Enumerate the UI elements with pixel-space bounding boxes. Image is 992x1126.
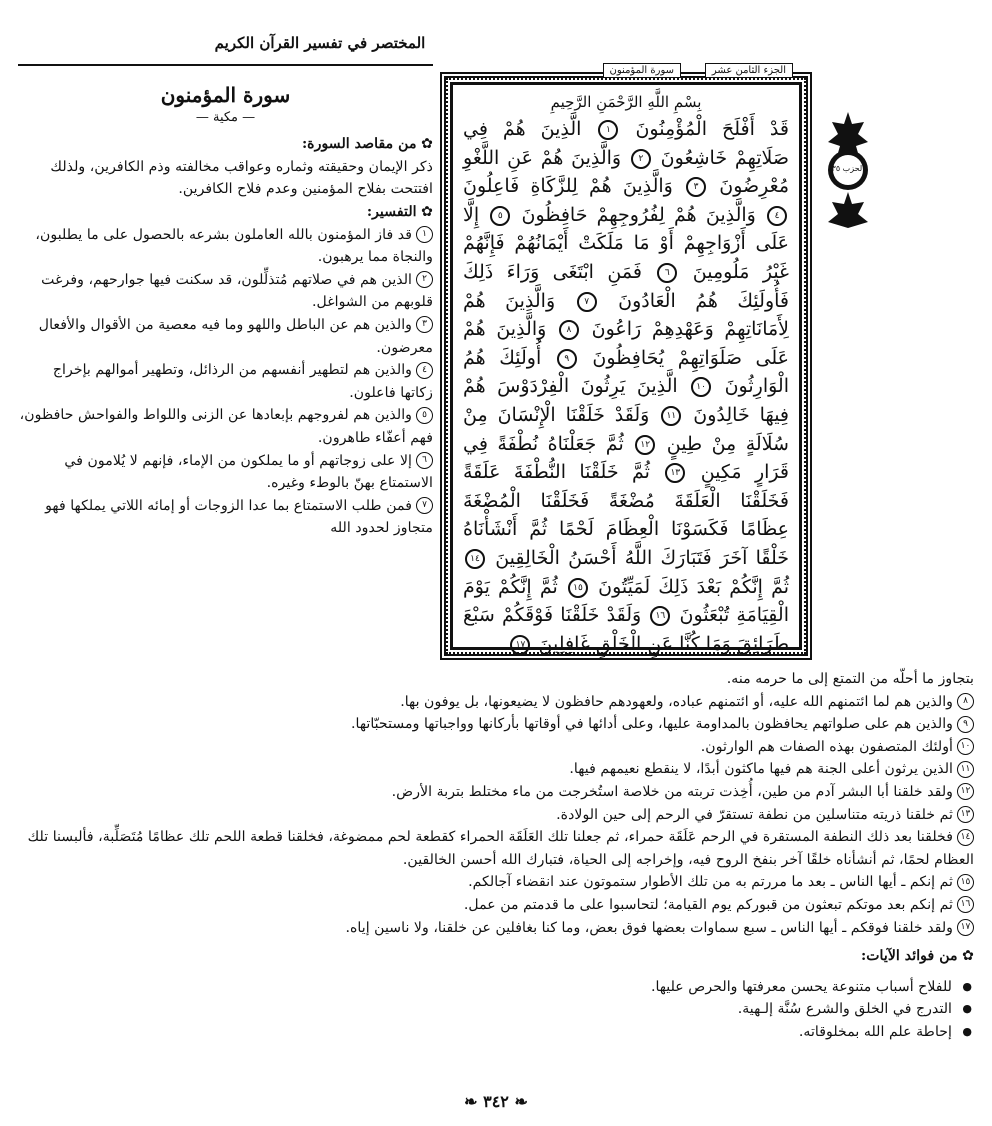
- header-divider: [18, 64, 433, 66]
- verse-number-marker: ١٣: [665, 463, 685, 483]
- verse-number-marker: ٢: [416, 271, 433, 288]
- tafsir-item: [18, 269, 433, 314]
- verse-number-marker: ٥: [416, 407, 433, 424]
- verse-number-marker: ٧: [416, 497, 433, 514]
- tafsir-item: [18, 871, 974, 894]
- verse-text: ثُمَّ إِنَّكُمْ يَوْمَ الْقِيَامَةِ تُبْعَثُونَ: [463, 575, 789, 627]
- objectives-text: ذكر الإيمان وحقيقته وثماره وعواقب مخالفته وذم الكافرين، ولذلك افتتحت بفلاح المؤمنين وعدم فلاح الكافرين.: [50, 158, 433, 198]
- verse-number-marker: ١٦: [650, 606, 670, 626]
- flower-bullet-icon: ✿: [957, 948, 974, 965]
- verse-number-marker: ١٥: [568, 578, 588, 598]
- surah-title: سورة المؤمنون: [160, 83, 291, 107]
- verse-number-marker: ١٢: [957, 783, 974, 800]
- tafsir-item-text: فخلقنا بعد ذلك النطفة المستقرة في الرحم عَلَقَة حمراء، ثم جعلنا تلك العَلَقَة الحمراء كقطعة لحم ممضوغة، فخلقنا قطعة اللحم تلك عظامًا مُتَصَلِّبة، فألبسنا تلك العظام لحمًا، ثم أنشأناه خلقًا آخر بنفخ الروح فيه، وإخراجه إلى الحياة، فتبارك الله أحسن الخالقين.: [27, 829, 974, 868]
- verse-number-marker: ٤: [767, 206, 787, 226]
- tafsir-item-text: والذين هم لفروجهم بإبعادها عن الزنى واللواط والفواحش حافظون، فهم أعفّاء طاهرون.: [19, 407, 433, 446]
- benefits-list: [18, 976, 974, 1044]
- tafsir-item-text: والذين هم عن الباطل واللهو وما فيه معصية من الأقوال والأفعال معرضون.: [38, 316, 433, 356]
- verse-number-marker: ٢: [631, 149, 651, 169]
- tafsir-item: [18, 804, 974, 827]
- tafsir-bottom: [18, 668, 974, 1044]
- tafsir-item-text: إلا على زوجاتهم أو ما يملكون من الإماء، فإنهم لا يُلامون في الاستمتاع بهنّ بالوطء وغيره.: [64, 452, 433, 492]
- verse-text: إِلَّا عَلَى أَزْوَاجِهِمْ أَوْ مَا مَلَكَتْ أَيْمَانُهُمْ فَإِنَّهُمْ غَيْرُ مَلُومِينَ: [463, 203, 789, 283]
- verse-number-marker: ٥: [490, 206, 510, 226]
- benefits-heading: من فوائد الآيات:: [860, 948, 958, 965]
- tafsir-item: [18, 314, 433, 359]
- verse-number-marker: ١٣: [957, 806, 974, 823]
- tafsir-heading: التفسير:: [366, 203, 417, 220]
- verse-text: وَالَّذِينَ هُمْ لِلزَّكَاةِ فَاعِلُونَ: [463, 175, 673, 198]
- verse-text: قَدْ أَفْلَحَ الْمُؤْمِنُونَ: [635, 118, 789, 140]
- verse-text: ثُمَّ جَعَلْنَاهُ نُطْفَةً فِي قَرَارٍ مَكِينٍ: [463, 432, 789, 484]
- quran-verses: [453, 111, 799, 658]
- verse-text: الَّذِينَ يَرِثُونَ الْفِرْدَوْسَ هُمْ فِيهَا خَالِدُونَ: [463, 375, 790, 426]
- verse-text: وَالَّذِينَ هُمْ لِفُرُوجِهِمْ حَافِظُونَ: [521, 203, 756, 226]
- tafsir-item: [18, 224, 433, 269]
- verse-number-marker: ٨: [957, 693, 974, 710]
- verse-number-marker: ٤: [416, 362, 433, 379]
- surah-tag: سورة المؤمنون: [603, 63, 681, 78]
- tafsir-item: [18, 758, 974, 781]
- verse-number-marker: ٩: [557, 349, 577, 369]
- tafsir-item-text: الذين هم في صلاتهم مُتذلِّلون، قد سكنت فيها جوارحهم، وفرغت قلوبهم من الشواغل.: [41, 271, 433, 311]
- tafsir-item-text: ثم إنكم بعد موتكم تبعثون من قبوركم يوم القيامة؛ لتحاسبوا على ما قدمتم من عمل.: [463, 896, 953, 913]
- tafsir-item-text: الذين يرثون أعلى الجنة هم فيها ماكثون أبدًا، لا ينقطع نعيمهم فيها.: [569, 761, 953, 778]
- verse-number-marker: ١٥: [957, 874, 974, 891]
- tafsir-item-text: ثم إنكم ـ أيها الناس ـ بعد ما مررتم به من تلك الأطوار ستموتون عند انقضاء آجالكم.: [468, 874, 953, 891]
- verse-number-marker: ١٧: [510, 635, 530, 655]
- tafsir-item: [18, 917, 974, 940]
- objectives-heading: من مقاصد السورة:: [301, 136, 417, 153]
- surah-type: — مكية —: [195, 109, 256, 125]
- verse-text: ثُمَّ خَلَقْنَا النُّطْفَةَ عَلَقَةً فَخَلَقْنَا الْعَلَقَةَ مُضْغَةً فَخَلَقْنَا الْمُضْغَةَ عِظَامًا فَكَسَوْنَا الْعِظَامَ لَحْمًا ثُمَّ أَنْشَأْنَاهُ خَلْقًا آخَرَ فَتَبَارَكَ اللَّهُ أَحْسَنُ الْخَالِقِينَ: [463, 461, 789, 569]
- tafsir-item-text: والذين هم على صلواتهم يحافظون بالمداومة عليها، وعلى أدائها في أوقاتها بأركانها وواجباتها ومستحبّاتها.: [351, 716, 953, 733]
- tafsir-column: [18, 76, 433, 540]
- tafsir-item-text: أولئك المتصفون بهذه الصفات هم الوارثون.: [700, 738, 953, 755]
- verse-number-marker: ١٤: [957, 829, 974, 846]
- verse-number-marker: ٣: [686, 177, 706, 197]
- tafsir-item: [18, 781, 974, 804]
- tafsir-item-text: والذين هم لما ائتمنهم الله عليه، أو ائتمنهم عباده، ولعهودهم حافظون لا يضيعونها، بل يوفون بها.: [400, 693, 953, 710]
- verse-number-marker: ١٠: [957, 738, 974, 755]
- verse-text: وَلَقَدْ خَلَقْنَا فَوْقَكُمْ سَبْعَ طَرَائِقَ وَمَا كُنَّا عَنِ الْخَلْقِ غَافِلِينَ: [463, 604, 789, 655]
- verse-number-marker: ١٠: [691, 377, 711, 397]
- tafsir-item-text: قد فاز المؤمنون بالله العاملون بشرعه بالحصول على ما يطلبون، والنجاة مما يرهبون.: [35, 226, 433, 266]
- verse-text: فَمَنِ ابْتَغَى وَرَاءَ ذَلِكَ فَأُولَئِكَ هُمُ الْعَادُونَ: [463, 260, 789, 312]
- verse-number-marker: ١١: [957, 761, 974, 778]
- verse-text: وَالَّذِينَ هُمْ عَنِ اللَّغْوِ مُعْرِضُونَ: [463, 146, 789, 198]
- benefit-item: ● إحاطة علم الله بمخلوقاته.: [18, 1021, 952, 1044]
- verse-number-marker: ١: [598, 120, 618, 140]
- verse-text: وَالَّذِينَ هُمْ عَلَى صَلَوَاتِهِمْ يُحَافِظُونَ: [463, 318, 789, 369]
- tafsir-item: [18, 713, 974, 736]
- tafsir-item-text: والذين هم لتطهير أنفسهم من الرذائل، وتطهير أموالهم بإخراج زكاتها فاعلون.: [52, 362, 433, 401]
- verse-number-marker: ٣: [416, 316, 433, 333]
- verse-number-marker: ٧: [577, 292, 597, 312]
- verse-number-marker: ١٤: [465, 549, 485, 569]
- surah-type-label: مكية: [212, 109, 239, 125]
- verse-text: وَلَقَدْ خَلَقْنَا الْإِنْسَانَ مِنْ سُلَالَةٍ مِنْ طِينٍ: [463, 403, 789, 455]
- benefit-item: ● للفلاح أسباب متنوعة يحسن معرفتها والحرص عليها.: [18, 976, 952, 999]
- tafsir-item: [18, 894, 974, 917]
- benefit-item: ● التدرج في الخلق والشرع سُنَّة إلـهية.: [18, 998, 952, 1021]
- quran-frame: [440, 65, 812, 660]
- tafsir-items-top: [18, 224, 433, 540]
- flower-bullet-icon: ✿: [416, 136, 433, 153]
- verse-number-marker: ١٢: [635, 435, 655, 455]
- basmala: بِسْمِ اللَّهِ الرَّحْمَنِ الرَّحِيمِ: [550, 93, 702, 111]
- verse-text: أُولَئِكَ هُمُ الْوَارِثُونَ: [463, 346, 789, 398]
- verse-number-marker: ١١: [661, 406, 681, 426]
- hizb-label: الحزب ٣٥: [831, 164, 865, 173]
- tafsir-item: [18, 736, 974, 759]
- tafsir-item: [18, 404, 433, 449]
- tafsir-item-text: ولقد خلقنا أبا البشر آدم من طين، أُخِذت تربته من خلاصة استُخرجت من ماء مختلط بتربة الأرض.: [391, 783, 953, 800]
- tafsir-item: [18, 495, 433, 540]
- juz-tag: الجزء الثامن عشر: [705, 63, 793, 78]
- verse-text: وَالَّذِينَ هُمْ لِأَمَانَاتِهِمْ وَعَهْدِهِمْ رَاعُونَ: [463, 289, 790, 341]
- tafsir-item: [18, 359, 433, 404]
- verse-number-marker: ٨: [559, 320, 579, 340]
- tafsir-item: [18, 691, 974, 714]
- verse-number-marker: ١٦: [957, 896, 974, 913]
- tafsir-item: [18, 826, 974, 871]
- continuation-text: بتجاوز ما أحلّه من التمتع إلى ما حرمه منه.: [726, 671, 974, 687]
- tafsir-item-text: ثم خلقنا ذريته متناسلين من نطفة تستقرّ في الرحم إلى حين الولادة.: [556, 806, 953, 823]
- tafsir-items-bottom: [18, 691, 974, 940]
- page-number: ❧ ٣٤٢ ❧: [464, 1092, 528, 1111]
- tafsir-item-text: ولقد خلقنا فوقكم ـ أيها الناس ـ سبع سماوات بعضها فوق بعض، وما كنا بغافلين عن خلقنا، ولا ناسين إياه.: [345, 919, 953, 936]
- page-number-value: ٣٤٢: [483, 1092, 509, 1111]
- verse-text: ثُمَّ إِنَّكُمْ بَعْدَ ذَلِكَ لَمَيِّتُونَ: [598, 575, 790, 598]
- verse-text: الَّذِينَ هُمْ فِي صَلَاتِهِمْ خَاشِعُونَ: [463, 118, 789, 169]
- verse-number-marker: ٦: [657, 263, 677, 283]
- verse-number-marker: ١٧: [957, 919, 974, 936]
- flower-bullet-icon: ✿: [416, 203, 433, 220]
- verse-number-marker: ١: [416, 226, 433, 243]
- tafsir-item: [18, 450, 433, 495]
- quran-frame-inner: [450, 65, 802, 655]
- page-header-title: المختصر في تفسير القرآن الكريم: [214, 34, 426, 52]
- verse-number-marker: ٩: [957, 716, 974, 733]
- tafsir-item-text: فمن طلب الاستمتاع بما عدا الزوجات أو إمائه اللاتي يملكها فهو متجاوز لحدود الله: [45, 497, 433, 537]
- verse-number-marker: ٦: [416, 452, 433, 469]
